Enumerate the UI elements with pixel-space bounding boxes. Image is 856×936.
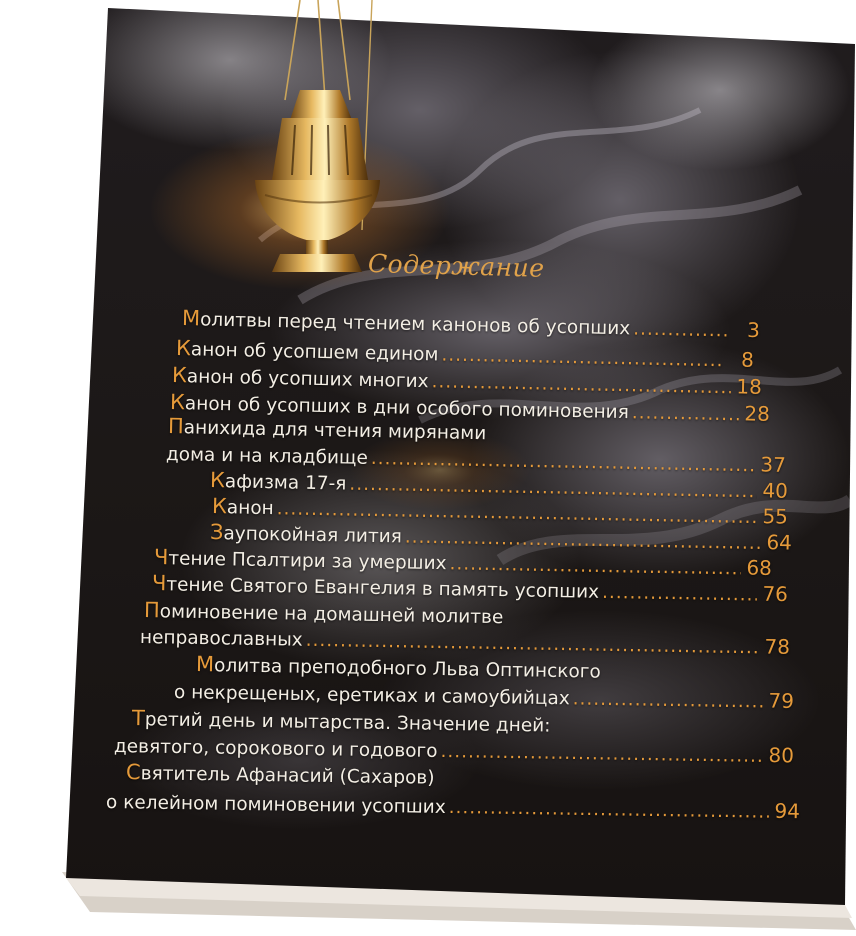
toc-entry-initial: Ч <box>153 545 169 570</box>
toc-entry-initial: П <box>167 414 185 439</box>
toc-entry-title: оминовение на домашней молитве <box>159 601 504 629</box>
toc-page-number: 28 <box>744 401 771 426</box>
toc-entry-title: тение Святого Евангелия в память усопших <box>166 574 600 603</box>
toc-entry-initial: М <box>195 652 215 677</box>
toc-page-number: 3 <box>746 317 761 343</box>
toc-page-number: 94 <box>774 798 801 824</box>
toc-entry-initial: К <box>209 468 226 493</box>
toc-entry-title: анон об усопшем едином <box>190 339 439 366</box>
toc-page-number: 18 <box>736 374 763 399</box>
toc-entry-initial: К <box>171 363 188 388</box>
toc-entry-initial: К <box>175 336 192 361</box>
toc-leader-dots <box>602 582 757 606</box>
toc-entry-initial: С <box>125 760 141 785</box>
toc-entry-title: анон об усопших многих <box>186 366 429 393</box>
toc-entry-title: анихида для чтения мирянами <box>183 417 487 445</box>
toc-entry-title: анон <box>226 497 274 520</box>
toc-page-number: 37 <box>760 452 787 477</box>
toc-entry-initial: Т <box>131 706 146 731</box>
toc-entry-title: дома и на кладбище <box>165 444 369 469</box>
toc-page-number: 68 <box>746 555 773 580</box>
toc-page-number: 8 <box>740 347 755 372</box>
toc-entry-initial: З <box>209 520 224 545</box>
toc-leader-dots <box>632 402 739 425</box>
toc-entry-initial: М <box>181 306 201 331</box>
toc-entry-initial: Ч <box>151 571 167 596</box>
toc-entry-initial: К <box>211 494 228 519</box>
toc-entry-title: афизма 17-я <box>224 471 347 495</box>
toc-title: Содержание <box>367 248 545 283</box>
toc-entry-title: олитвы перед чтением канонов об усопших <box>199 309 631 340</box>
toc-leader-dots <box>573 688 764 712</box>
toc-page-number: 40 <box>762 478 789 503</box>
toc-entry-title: девятого, сорокового и годового <box>113 736 438 762</box>
toc-entry-title: ретий день и мытарства. Значение дней: <box>144 709 551 737</box>
toc-entry-title: о келейном поминовении усопших <box>105 792 446 818</box>
toc-page-number: 78 <box>764 634 791 659</box>
toc-entry-initial: К <box>169 390 186 415</box>
toc-page-number: 79 <box>768 688 795 713</box>
toc-entry-title: вятитель Афанасий (Сахаров) <box>140 763 435 789</box>
toc-leader-dots <box>633 318 729 341</box>
toc-entry-title: о некрещеных, еретиках и самоубийцах <box>173 682 570 710</box>
toc-entry-initial: П <box>143 598 160 623</box>
toc-entry-title: аупокойная лития <box>223 523 403 548</box>
toc-entry-title: неправославных <box>139 627 303 651</box>
toc-page-number: 64 <box>766 530 793 555</box>
toc-page-number: 80 <box>768 743 795 768</box>
toc-entry-title: тение Псалтири за умерших <box>168 548 447 575</box>
toc-page-number: 55 <box>762 504 789 529</box>
toc-entry-title: анон об усопших в дни особого поминовения <box>184 393 630 424</box>
toc-entry-title: олитва преподобного Льва Оптинского <box>213 655 601 683</box>
toc-page-number: 76 <box>762 581 789 607</box>
